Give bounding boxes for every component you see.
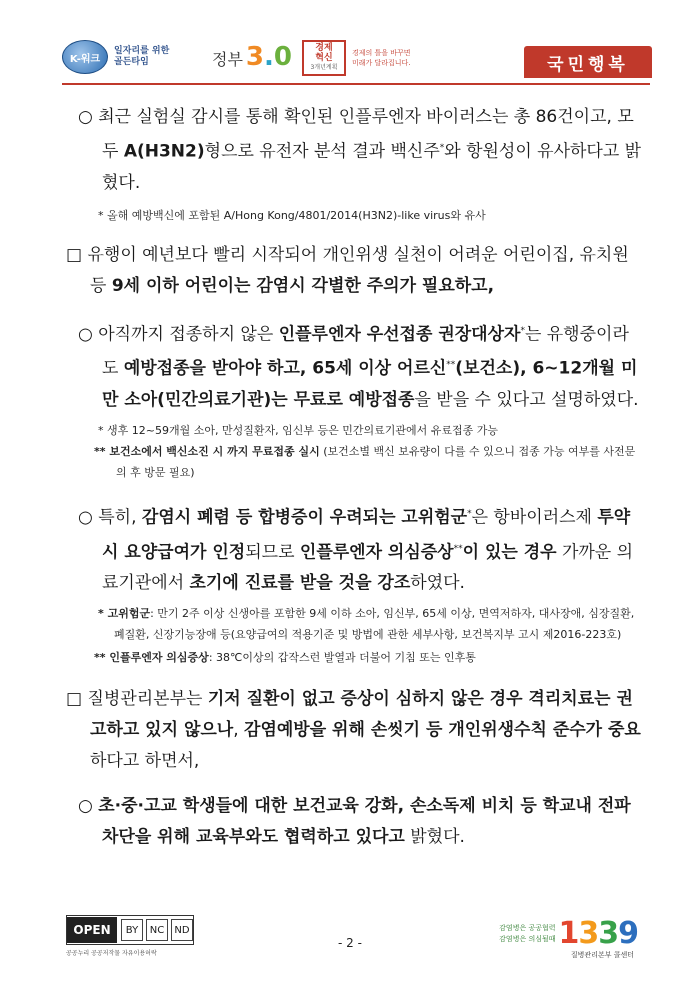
text: 형으로 유전자 분석 결과 백신주 (204, 141, 440, 162)
gov-number (246, 42, 292, 72)
kjob-logo (62, 40, 169, 74)
text: 와 항원성이 유사하다고 밝혔다. (102, 141, 642, 193)
footnote-high-risk-group (64, 603, 644, 645)
paragraph-high-risk (64, 499, 644, 599)
paragraph-vaccination (64, 316, 644, 416)
open-license-caption: 공공누리 공공저작물 자유이용허락 (66, 950, 157, 957)
text: 을 받을 수 있다고 설명하였다. (414, 389, 639, 410)
gov-label: 정부 (212, 50, 243, 69)
page-header (62, 36, 652, 80)
square-bullet-icon: □ (66, 244, 83, 265)
noncommercial-icon: NC (146, 919, 168, 941)
hotline-digit: 3 (598, 916, 619, 951)
text: 질병관리본부는 (87, 689, 208, 710)
text-bold: (보건소), 6~12개월 미만 소아(민간의료기관)는 무료로 예방접종 (102, 358, 638, 410)
text: 아직까지 접종하지 않은 (98, 324, 279, 345)
footnote-priority-group: * 생후 12~59개월 소아, 만성질환자, 임신부 등은 민간의료기관에서 유료접종 가능 (98, 423, 498, 437)
text: 하였다. (410, 573, 465, 594)
circle-bullet-icon: ○ (78, 107, 93, 127)
text-bold: 초기에 진료를 받을 것을 강조 (189, 573, 411, 594)
text-bold: 감염예방을 위해 손씻기 등 개인위생수칙 준수가 중요 (244, 720, 641, 741)
text-bold: 초·중·고교 학생들에 대한 보건교육 강화, 손소독제 비치 등 학교내 전파차단을 위해 교육부와도 협력하고 있다고 (98, 796, 631, 848)
text: 되므로 (245, 542, 300, 563)
paragraph-school-education (64, 791, 644, 853)
header-divider (62, 83, 650, 85)
text: 밝혔다. (404, 827, 465, 848)
kjob-badge-icon: K-워크 (62, 40, 108, 74)
header-tag: 국민행복 (524, 46, 652, 78)
paragraph-virus-count (64, 102, 644, 199)
paragraph-hygiene (64, 684, 644, 777)
footnote-mark: * (467, 508, 472, 519)
paragraph-children-warning (64, 240, 644, 302)
text-bold: ** 인플루엔자 의심증상 (94, 651, 209, 665)
page-number: - 2 - (338, 936, 362, 950)
footnote-flu-symptoms (64, 647, 644, 668)
text: 최근 실험실 감시를 통해 확인된 인플루엔자 바이러스는 총 86건이고, 모두 (98, 107, 634, 162)
footnote-vaccine-strain: * 올해 예방백신에 포함된 A/Hong Kong/4801/2014(H3N2)-like virus와 유사 (98, 208, 486, 222)
hotline-digit: 9 (618, 916, 638, 951)
kjob-slogan: 일자리를 위한 골든타임 (114, 46, 170, 67)
econ-slogan: 경제의 틀을 바꾸면 미래가 달라집니다. (352, 49, 411, 67)
open-badge: OPEN (67, 917, 117, 943)
footnote-free-vaccination (64, 441, 644, 483)
text-bold: 인플루엔자 의심증상 (299, 542, 454, 563)
text-bold: A(H3N2) (123, 141, 205, 162)
footnote-mark: * (520, 325, 525, 336)
gov-num-dot: . (264, 42, 274, 72)
square-bullet-icon: □ (66, 689, 83, 710)
hotline-tagline: 감염병은 공공협력 감염병은 의심될때 (499, 923, 556, 943)
text: 유행이 예년보다 빨리 시작되어 개인위생 실천이 어려운 어린이집, 유치원 등 (87, 244, 629, 296)
document-body (64, 96, 644, 853)
econ-innovation-logo (302, 40, 411, 76)
text-bold: ** 보건소에서 백신소진 시 까지 무료접종 실시 (94, 444, 320, 458)
text-bold: 이 있는 경우 (462, 542, 557, 563)
econ-box-title: 경제 혁신 (315, 43, 333, 63)
hotline-number (559, 916, 639, 951)
circle-bullet-icon: ○ (78, 324, 93, 345)
text: 하다고 하면서, (90, 751, 200, 772)
gov30-logo (212, 42, 292, 72)
text-bold: 기저 질환이 없고 증상이 심하지 않은 경우 격리치료는 권고하고 있지 않으나 (90, 689, 633, 741)
circle-bullet-icon: ○ (78, 507, 93, 528)
gov-num-0: 0 (273, 42, 292, 72)
circle-bullet-icon: ○ (78, 796, 93, 817)
footnote-mark: ** (453, 543, 463, 554)
econ-box-icon (302, 40, 346, 76)
call-center-label: 질병관리본부 콜센터 (570, 951, 634, 959)
text-bold: 투약 시 요양급여가 인정 (102, 507, 631, 563)
econ-box-subtitle: 3개년계획 (310, 64, 338, 71)
footnote-mark: ** (446, 360, 456, 371)
attribution-icon: BY (121, 919, 143, 941)
text: : 만기 2주 이상 신생아를 포함한 9세 이하 소아, 임신부, 65세 이상, 면역저하자, 대사장애, 심장질환, 폐질환, 신장기능장애 등(요양급여의 적용기준 및 방법에 관한 세부사항, 보건복지부 고시 제2016-223호) (114, 607, 635, 642)
gov-num-3: 3 (245, 42, 265, 72)
text: (보건소별 백신 보유량이 다를 수 있으니 접종 가능 여부를 사전문의 후 방문 필요) (116, 444, 636, 479)
text-bold: 인플루엔자 우선접종 권장대상자 (278, 324, 521, 345)
text-bold: * 고위험군 (98, 607, 151, 621)
hotline-1339-logo (499, 916, 638, 951)
footnote-mark: * (439, 143, 445, 153)
text: 는 유행중이라도 (102, 324, 629, 379)
text: 가까운 의료기관에서 (102, 542, 634, 594)
text-bold: 예방접종을 받아야 하고, 65세 이상 어르신 (123, 358, 447, 379)
text: 특히, (98, 507, 142, 528)
hotline-digit: 1 (558, 916, 579, 951)
text: , (233, 720, 245, 741)
no-derivatives-icon: ND (171, 919, 193, 941)
text: : 38℃이상의 갑작스런 발열과 더불어 기침 또는 인후통 (208, 651, 476, 665)
text: 은 항바이러스제 (471, 507, 598, 528)
text-bold: 감염시 폐렴 등 합병증이 우려되는 고위험군 (141, 507, 468, 528)
hotline-digit: 3 (578, 916, 599, 951)
text-bold: 9세 이하 어린이는 감염시 각별한 주의가 필요하고, (111, 275, 495, 296)
